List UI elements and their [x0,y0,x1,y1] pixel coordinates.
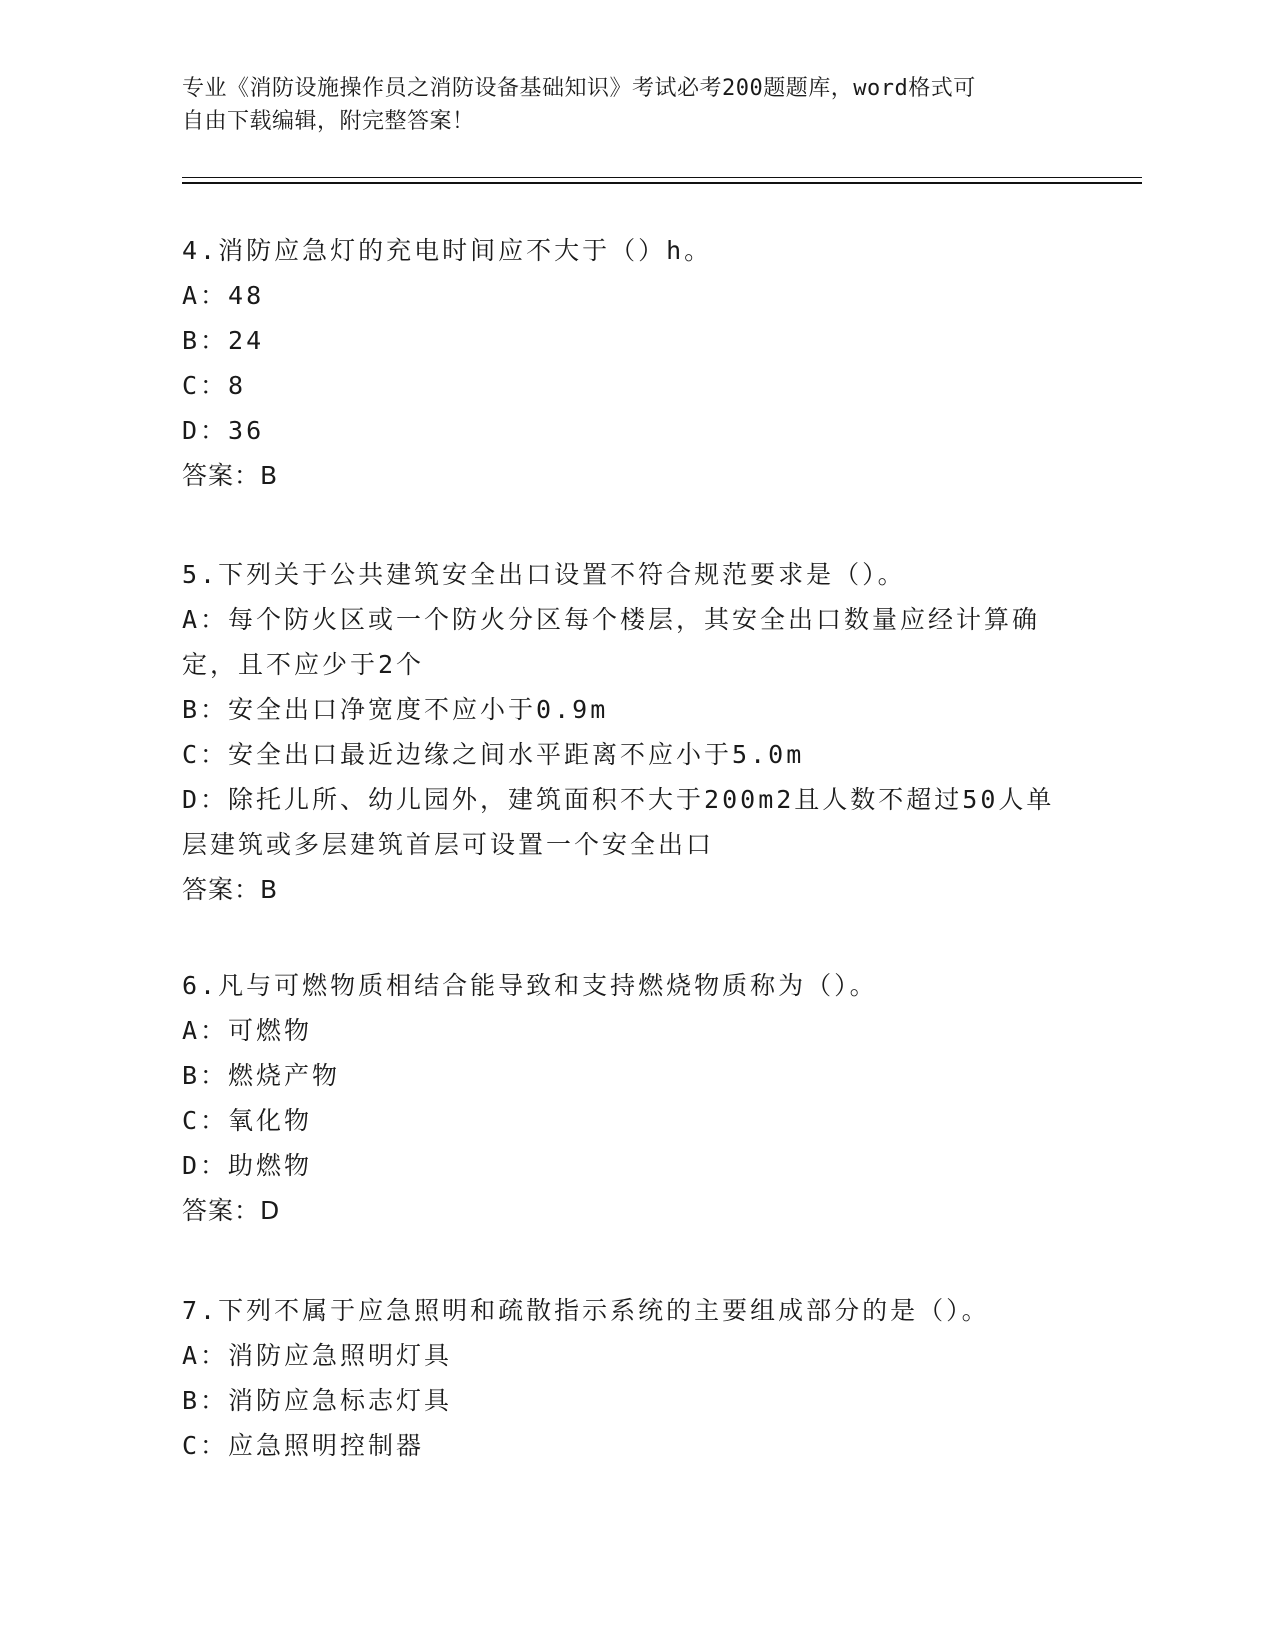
option-b: B：24 [182,326,265,355]
answer: 答案：B [182,461,279,490]
question-stem: 5.下列关于公共建筑安全出口设置不符合规范要求是（）。 [182,560,906,589]
question-stem: 7.下列不属于应急照明和疏散指示系统的主要组成部分的是（）。 [182,1296,990,1325]
answer: 答案：B [182,875,279,904]
header-divider-thin [182,177,1142,178]
option-b: B：燃烧产物 [182,1061,341,1090]
question-7 [182,1288,1082,1468]
option-d: D：36 [182,416,265,445]
question-4 [182,228,1082,498]
option-a: A：可燃物 [182,1016,313,1045]
header-line-2: 自由下载编辑，附完整答案！ [182,109,475,134]
option-d: D：助燃物 [182,1151,313,1180]
option-a: A：消防应急照明灯具 [182,1341,453,1370]
header-line-1: 专业《消防设施操作员之消防设备基础知识》考试必考200题题库，word格式可 [182,76,976,101]
option-d: D：除托儿所、幼儿园外，建筑面积不大于200m2且人数不超过50人单层建筑或多层建筑首层可设置一个安全出口 [182,785,1055,859]
question-5 [182,552,1082,912]
option-b: B：消防应急标志灯具 [182,1386,453,1415]
document-header [182,72,1062,138]
option-a: A：每个防火区或一个防火分区每个楼层，其安全出口数量应经计算确定，且不应少于2个 [182,605,1041,679]
question-stem: 4.消防应急灯的充电时间应不大于（）h。 [182,236,713,265]
option-b: B：安全出口净宽度不应小于0.9m [182,695,609,724]
answer: 答案：D [182,1196,281,1225]
option-a: A：48 [182,281,265,310]
question-6 [182,963,1082,1233]
option-c: C：应急照明控制器 [182,1431,425,1460]
header-divider-thick [182,182,1142,184]
option-c: C：8 [182,371,247,400]
option-c: C：氧化物 [182,1106,313,1135]
question-stem: 6.凡与可燃物质相结合能导致和支持燃烧物质称为（）。 [182,971,878,1000]
option-c: C：安全出口最近边缘之间水平距离不应小于5.0m [182,740,805,769]
